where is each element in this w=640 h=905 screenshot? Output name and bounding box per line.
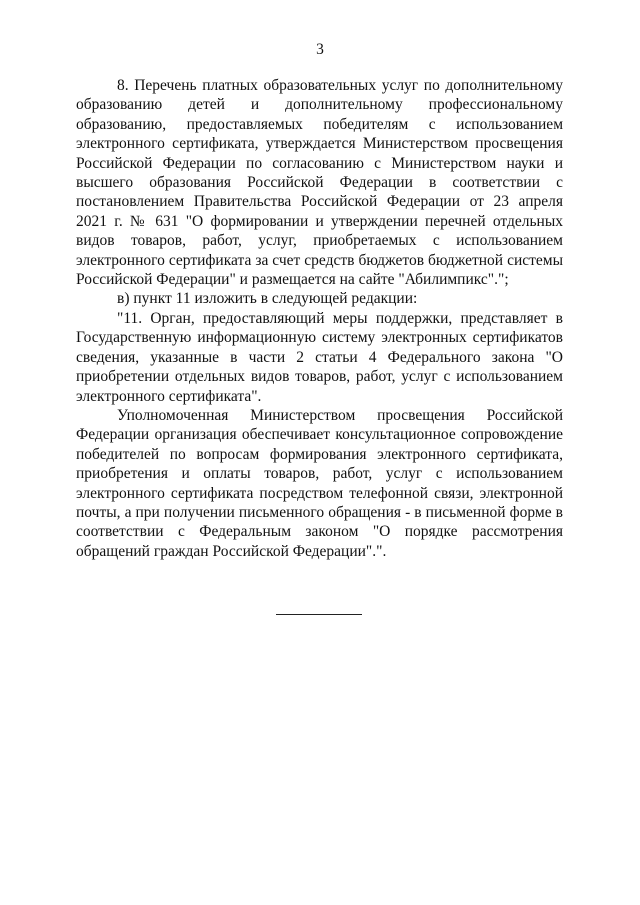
document-body <box>76 76 563 561</box>
paragraph-item-11: "11. Орган, предоставляющий меры поддержки, представляет в Государственную информационную систему электронных сертификатов сведения, указанные в части 2 статьи 4 Федерального закона "О приобретении отдельных видов товаров, работ, услуг с использованием электронного сертификата". <box>76 309 563 405</box>
end-of-document-rule <box>276 614 362 615</box>
page-number: 3 <box>316 41 324 58</box>
paragraph-subpoint-v: в) пункт 11 изложить в следующей редакции: <box>117 290 418 308</box>
paragraph-item-8: 8. Перечень платных образовательных услуг по дополнительному образованию детей и дополнительному профессиональному образованию, предоставляемых победителям с использованием электронного сертификата, утверждается Министерством просвещения Российской Федерации по согласованию с Министерством науки и высшего образования Российской Федерации в соответствии с постановлением Правительства Российской Федерации от 23 апреля 2021 г. № 631 "О формировании и утверждении перечней отдельных видов товаров, работ, услуг, приобретаемых с использованием электронного сертификата за счет средств бюджетов бюджетной системы Российской Федерации" и размещается на сайте "Абилимпикс"."; <box>76 77 563 289</box>
paragraph-authorized-organization: Уполномоченная Министерством просвещения Российской Федерации организация обеспечивает консультационное сопровождение победителей по вопросам формирования электронного сертификата, приобретения и оплаты товаров, работ, услуг с использованием электронного сертификата посредством телефонной связи, электронной почты, а при получении письменного обращения - в письменной форме в соответствии с Федеральным законом "О порядке рассмотрения обращений граждан Российской Федерации".". <box>76 406 563 560</box>
